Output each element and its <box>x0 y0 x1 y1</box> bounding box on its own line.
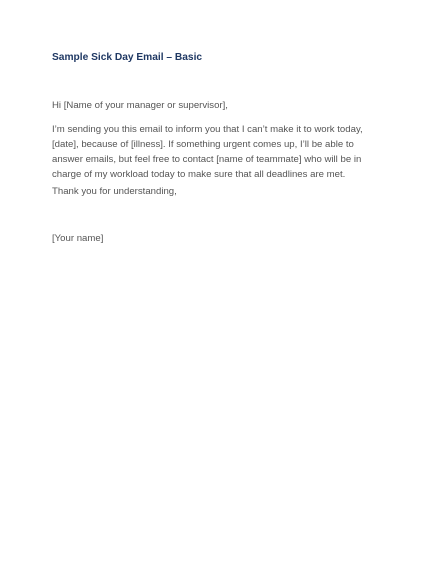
document-title: Sample Sick Day Email – Basic <box>52 52 203 63</box>
body-line: I’m sending you this email to inform you that I can’t make it to work today, <box>52 124 363 135</box>
body-line: charge of my workload today to make sure that all deadlines are met. <box>52 169 346 180</box>
email-closing: Thank you for understanding, <box>52 186 177 197</box>
body-line: [date], because of [illness]. If something urgent comes up, I’ll be able to <box>52 139 354 150</box>
email-signature: [Your name] <box>52 233 104 244</box>
email-greeting: Hi [Name of your manager or supervisor], <box>52 100 228 111</box>
email-body-paragraph <box>52 122 392 182</box>
body-line: answer emails, but feel free to contact [name of teammate] who will be in <box>52 154 362 165</box>
